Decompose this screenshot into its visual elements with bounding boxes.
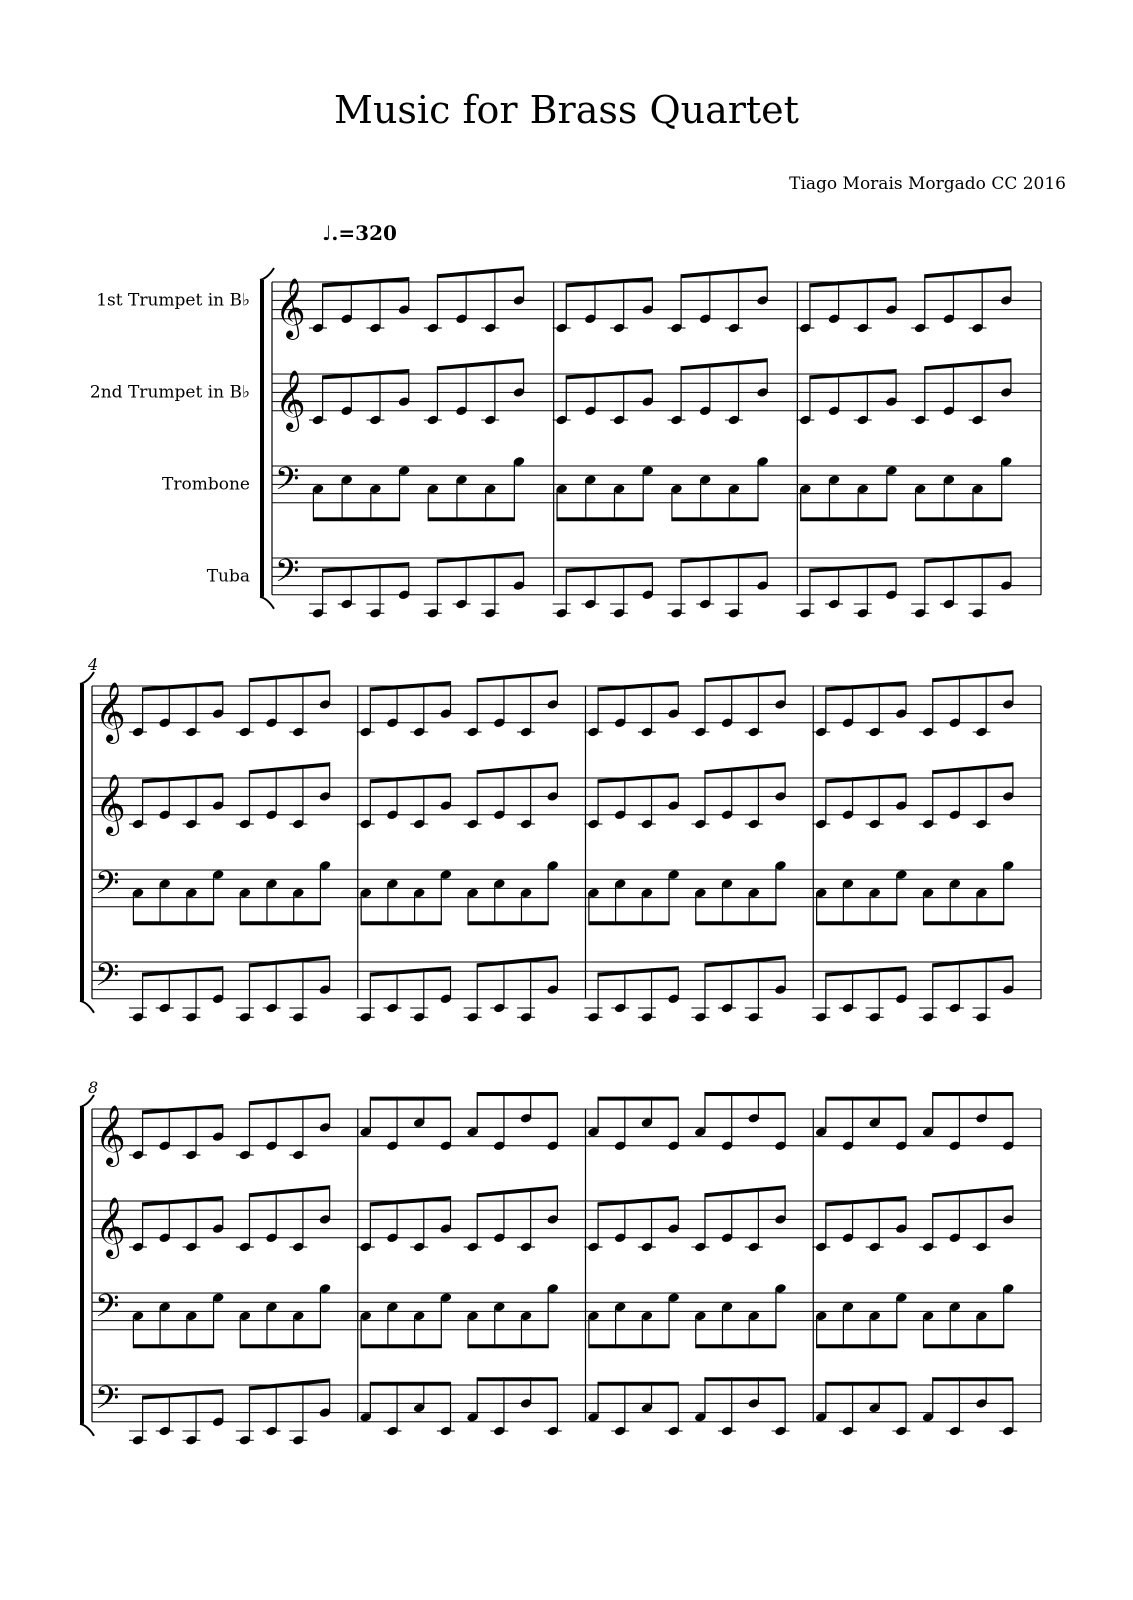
note-beam: [672, 517, 758, 521]
note-beam: [598, 1382, 678, 1386]
note-beam: [925, 358, 1011, 370]
note-beam: [933, 1092, 1013, 1096]
note-beam: [477, 762, 557, 774]
composer-credit: Tiago Morais Morgado CC 2016: [789, 174, 1066, 194]
note-beam: [681, 358, 767, 370]
note-beam: [240, 1344, 320, 1348]
note-beam: [916, 517, 1002, 521]
note-beam: [361, 1344, 441, 1348]
note-beam: [468, 1344, 548, 1348]
note-beam: [240, 921, 320, 925]
note-beam: [437, 551, 523, 563]
note-beam: [437, 266, 523, 278]
note-beam: [249, 1093, 329, 1105]
instrument-name: Trombone: [162, 474, 250, 495]
bass-clef-icon: 𝄢: [95, 864, 120, 909]
note-beam: [370, 1382, 450, 1386]
treble-clef-icon: 𝄞: [95, 681, 126, 742]
treble-clef-icon: 𝄞: [95, 773, 126, 834]
treble-clef-icon: 𝄞: [275, 277, 306, 338]
note-beam: [705, 1377, 785, 1381]
note-beam: [477, 1377, 557, 1381]
note-beam: [133, 1344, 213, 1348]
instrument-name: 2nd Trumpet in B♭: [89, 382, 250, 403]
note-beam: [468, 921, 548, 925]
note-beam: [696, 921, 776, 925]
system-bracket: [80, 684, 84, 1001]
note-beam: [817, 1344, 897, 1348]
bracket-bottom-hook: [80, 1424, 94, 1436]
note-beam: [477, 670, 557, 682]
note-beam: [705, 1185, 785, 1197]
note-beam: [705, 670, 785, 682]
note-beam: [826, 1382, 906, 1386]
note-beam: [589, 1344, 669, 1348]
note-beam: [705, 1092, 785, 1096]
measure-number: 8: [88, 1078, 99, 1097]
note-beam: [925, 551, 1011, 563]
note-beam: [249, 670, 329, 682]
system-bracket: [260, 280, 264, 597]
note-beam: [437, 358, 523, 370]
bass-clef-icon: 𝄢: [95, 1287, 120, 1332]
note-beam: [477, 955, 557, 967]
note-beam: [361, 921, 441, 925]
note-beam: [313, 517, 399, 521]
note-beam: [924, 921, 1004, 925]
bracket-bottom-hook: [260, 597, 274, 609]
note-beam: [681, 551, 767, 563]
note-beam: [801, 517, 887, 521]
note-beam: [249, 762, 329, 774]
treble-clef-icon: 𝄞: [95, 1104, 126, 1165]
note-beam: [249, 955, 329, 967]
note-beam: [696, 1344, 776, 1348]
system-bracket: [80, 1107, 84, 1424]
note-beam: [557, 517, 643, 521]
note-beam: [477, 1092, 557, 1096]
note-beam: [933, 955, 1013, 967]
note-beam: [933, 1185, 1013, 1197]
note-beam: [924, 1344, 1004, 1348]
note-beam: [925, 266, 1011, 278]
note-beam: [589, 921, 669, 925]
bracket-top-hook: [260, 268, 274, 280]
tempo-marking: ♩.=320: [322, 221, 397, 245]
instrument-name: Tuba: [206, 566, 250, 587]
note-beam: [933, 1377, 1013, 1381]
note-beam: [681, 266, 767, 278]
bracket-bottom-hook: [80, 1001, 94, 1013]
note-beam: [133, 921, 213, 925]
score-title: Music for Brass Quartet: [334, 88, 799, 132]
bass-clef-icon: 𝄢: [275, 460, 300, 505]
note-beam: [598, 1097, 678, 1101]
note-beam: [826, 1097, 906, 1101]
measure-number: 4: [88, 655, 99, 674]
note-beam: [817, 921, 897, 925]
note-beam: [428, 517, 514, 521]
note-beam: [933, 762, 1013, 774]
note-beam: [477, 1185, 557, 1197]
bass-clef-icon: 𝄢: [275, 552, 300, 597]
bass-clef-icon: 𝄢: [95, 1379, 120, 1424]
note-beam: [249, 1378, 329, 1390]
note-beam: [370, 1097, 450, 1101]
note-beam: [705, 762, 785, 774]
note-beam: [933, 670, 1013, 682]
bass-clef-icon: 𝄢: [95, 956, 120, 1001]
instrument-name: 1st Trumpet in B♭: [96, 290, 250, 311]
treble-clef-icon: 𝄞: [275, 369, 306, 430]
note-beam: [249, 1185, 329, 1197]
note-beam: [705, 955, 785, 967]
treble-clef-icon: 𝄞: [95, 1196, 126, 1257]
